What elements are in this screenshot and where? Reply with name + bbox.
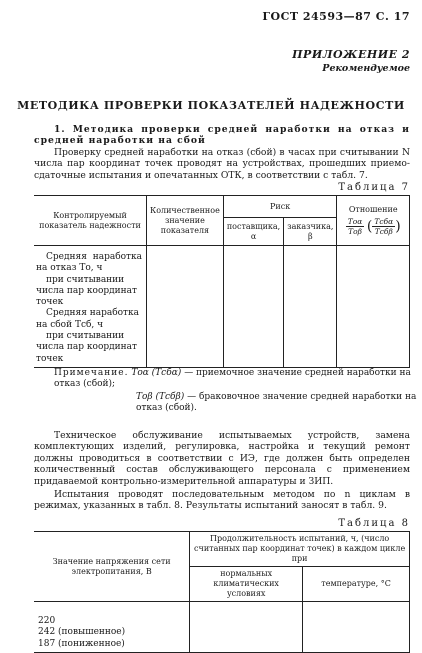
- paragraph-tests: Испытания проводят последовательным методом по n циклам в режимах, указанных в табл. 8. Результаты испытаний заносят в табл. 9.: [34, 489, 410, 512]
- table7-header-ratio: [337, 196, 410, 246]
- table8-row: 242 (повышенное): [38, 627, 126, 638]
- table7-row: Средняя наработка на отказ Tо, ч: [36, 252, 142, 274]
- table7-header-customer: заказчика, β: [284, 218, 337, 246]
- ratio-right-den: Tсбβ: [374, 227, 393, 236]
- paragraph-maintenance: Техническое обслуживание испытываемых устройств, замена комплектующих изделий, регулировка, настройка и текущий ремонт должны проводиться в соответствии с ИЭ, где должен быть определен количественный состав обслуживающего персонала с применением придаваемой контрольно-измерительной аппаратуры и ЗИП.: [34, 430, 410, 487]
- table7-row: при считывании числа пар координат точек: [36, 274, 138, 308]
- table8-header-voltage: Значение напряжения сети электропитания, В: [34, 532, 190, 602]
- table7: [34, 195, 410, 368]
- note-line1: [54, 368, 422, 390]
- section1-heading: [34, 124, 410, 147]
- note-text-1: — приемочное значение средней наработки на отказ (сбой);: [54, 368, 411, 390]
- table8-row: 220: [38, 616, 56, 626]
- table7-body-param: [34, 246, 147, 368]
- table7-body-customer: [284, 246, 337, 368]
- ratio-formula: $\frac{\text{Tоα}}{\text{Tоβ}}$ ( $\frac{\text{Tсбα}}{\text{Tсбβ}}$ ): [347, 217, 401, 236]
- ratio-left-den: Tоβ: [348, 227, 362, 236]
- table7-body-ratio: [337, 246, 410, 368]
- note-line2: [136, 392, 422, 414]
- table7-header-supplier: поставщика, α: [223, 218, 283, 246]
- ratio-label: Отношение: [348, 205, 398, 214]
- table7-header-qty: Количественное значение показателя: [147, 196, 224, 246]
- page-header: ГОСТ 24593—87 С. 17: [262, 10, 410, 23]
- table8-body-voltage: [34, 602, 190, 653]
- appendix-title: ПРИЛОЖЕНИЕ 2: [292, 48, 410, 61]
- table8: [34, 531, 410, 653]
- table7-header-param: Контролируемый показатель надежности: [34, 196, 147, 246]
- section1-heading-text: 1. Методика проверки средней наработки на отказ и средней наработки на сбой: [34, 124, 410, 147]
- note-symbol-1: Tоα (Tсбα): [131, 368, 182, 378]
- table7-row: при считывании числа пар координат точек: [36, 331, 138, 364]
- appendix-status: Рекомендуемое: [322, 63, 410, 74]
- table8-body-normal: [190, 602, 303, 653]
- table7-caption: Таблица 7: [338, 182, 410, 193]
- table8-header-normal: нормальных климатических условиях: [190, 567, 303, 602]
- ratio-left-num: Tоα: [347, 217, 363, 226]
- table7-header-risk: Риск: [223, 196, 337, 218]
- table8-body-temp: [303, 602, 410, 653]
- table8-header-duration: Продолжительность испытаний, ч, (число считанных пар координат точек) в каждом цикле при: [190, 532, 410, 567]
- table8-row: 187 (пониженное): [38, 638, 125, 649]
- table8-caption: Таблица 8: [338, 518, 410, 529]
- section1-paragraph: Проверку средней наработки на отказ (сбой) в часах при считывании N числа пар координат точек проводят на устройствах, прошедших приемо-сдаточные испытания и опечатанных ОТК, в соответствии с табл. 7.: [34, 147, 410, 181]
- ratio-right-num: Tсбα: [374, 217, 394, 226]
- main-title: МЕТОДИКА ПРОВЕРКИ ПОКАЗАТЕЛЕЙ НАДЕЖНОСТИ: [17, 99, 405, 112]
- table8-header-temp: температуре, °С: [303, 567, 410, 602]
- table7-body-supplier: [223, 246, 283, 368]
- note-symbol-2: Tоβ (Tсбβ): [136, 392, 185, 402]
- note-label: Примечание.: [54, 368, 129, 378]
- table7-row: Средняя наработка на сбой Tсб, ч: [36, 308, 140, 330]
- note-text-2: — браковочное значение средней наработки на отказ (сбой).: [136, 392, 417, 414]
- table7-body-qty: [147, 246, 224, 368]
